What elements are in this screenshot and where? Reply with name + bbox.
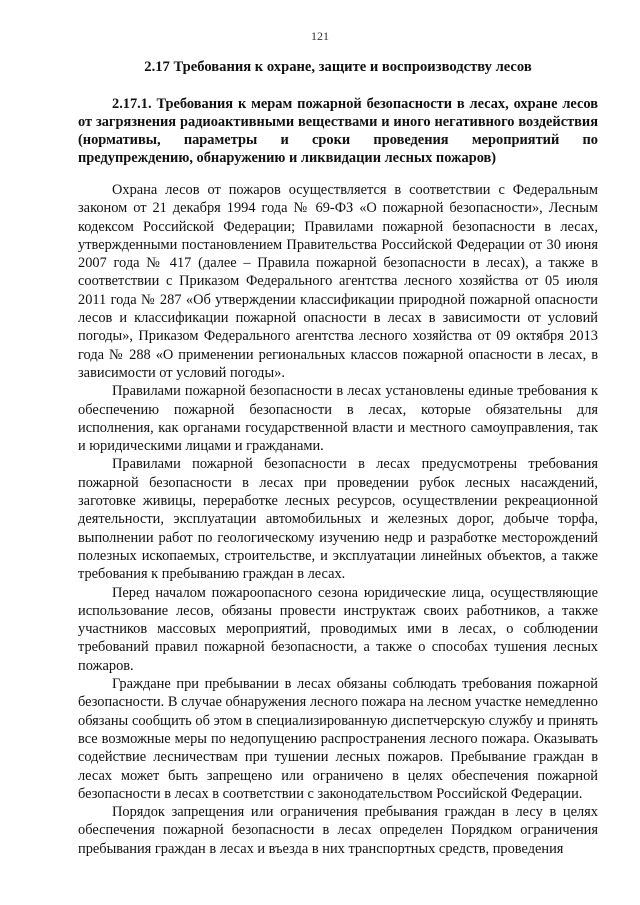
paragraph-uniform-requirements: Правилами пожарной безопасности в лесах установлены единые требования к обеспечению пожарной безопасности в лесах, которые обязательны для исполнения, как органами государственной власти и местного самоуправления, так и юридическими лицами и гражданами. [78, 383, 598, 455]
paragraph-activity-requirements: Правилами пожарной безопасности в лесах предусмотрены требования пожарной безопасности в лесах при проведении рубок лесных насаждений, заготовке живицы, переработке лесных ресурсов, осуществлении рекреационной деятельности, эксплуатации автомобильных и железных дорог, добыче торфа, выполнении работ по геологическому изучению недр и разработке месторождений полезных ископаемых, строительстве, и эксплуатации линейных объектов, а также требования к пребыванию граждан в лесах. [78, 456, 598, 583]
page-number: 121 [311, 29, 329, 43]
paragraph-citizens-obligations: Граждане при пребывании в лесах обязаны соблюдать требования пожарной безопасности. В случае обнаружения лесного пожара на лесном участке немедленно обязаны сообщить об этом в специализированную диспетчерскую службу и принять все возможные меры по недопущению распространения лесного пожара. Оказывать содействие лесничествам при тушении лесных пожаров. Пребывание граждан в лесах может быть запрещено или ограничено в целях обеспечения пожарной безопасности в лесах в соответствии с законодательством Российской Федерации. [78, 676, 598, 802]
paragraph-fire-protection-law: Охрана лесов от пожаров осуществляется в соответствии с Федеральным законом от 21 декабря 1994 года № 69-ФЗ «О пожарной безопасности», Лесным кодексом Российской Федерации; Правилами пожарной безопасности в лесах, утвержденными постановлением Правительства Российской Федерации от 30 июня 2007 года № 417 (далее – Правила пожарной безопасности в лесах), а также в соответствии с Приказом Федерального агентства лесного хозяйства от 05 июля 2011 года № 287 «Об утверждении классификации природной пожарной опасности лесов и классификации пожарной опасности в лесах в зависимости от условий погоды», Приказом Федерального агентства лесного хозяйства от 09 октября 2013 года № 288 «О применении региональных классов пожарной опасности в лесах, в зависимости от условий погоды». [78, 182, 598, 381]
paragraph-restriction-procedure: Порядок запрещения или ограничения пребывания граждан в лесу в целях обеспечения пожарной безопасности в лесах определен Порядком ограничения пребывания граждан в лесах и въезда в них транспортных средств, проведения [78, 804, 598, 857]
section-title: 2.17 Требования к охране, защите и воспроизводству лесов [144, 59, 532, 75]
page-content [78, 58, 598, 858]
subsection-title: 2.17.1. Требования к мерам пожарной безопасности в лесах, охране лесов от загрязнения радиоактивными веществами и иного негативного воздействия (нормативы, параметры и сроки проведения мероприятий по предупреждению, обнаружению и ликвидации лесных пожаров) [78, 96, 598, 166]
paragraph-season-instruction: Перед началом пожароопасного сезона юридические лица, осуществляющие использование лесов, обязаны провести инструктаж своих работников, а также участников массовых мероприятий, проводимых ими в лесах, о соблюдении требований правил пожарной безопасности, а также о способах тушения лесных пожаров. [78, 584, 598, 674]
